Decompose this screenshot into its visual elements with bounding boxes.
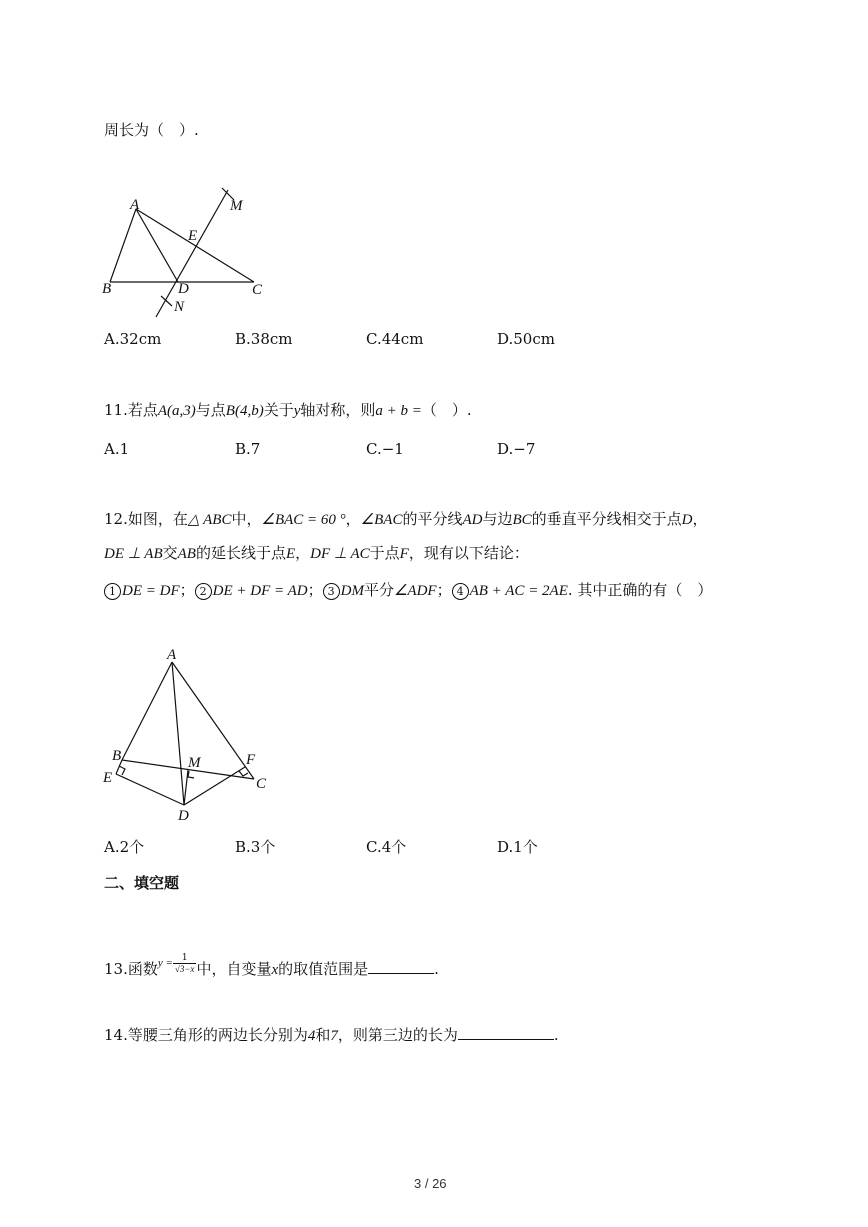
q12-point: D: [681, 512, 693, 528]
q14-answer-blank[interactable]: [458, 1039, 554, 1040]
q13-stem: [104, 953, 439, 980]
q12-right-angle-f: [239, 771, 248, 776]
q12-text: 的延长线于点: [195, 544, 286, 562]
q12-segment: AB: [177, 546, 196, 562]
fraction-denominator: √3−x: [174, 963, 195, 974]
q12-text: 与边: [482, 510, 513, 528]
q10-label-c: C: [252, 282, 263, 298]
fraction-numerator: 1: [173, 953, 197, 964]
q10-label-m: M: [230, 198, 243, 214]
q11-point-b: B(4,b): [225, 403, 264, 419]
conclusion-3-angle: ∠ADF: [393, 583, 437, 599]
separator: ；: [179, 581, 195, 599]
q12-option-c: C.4个: [366, 838, 407, 856]
q13-text: 的取值范围是: [278, 960, 369, 978]
q12-triangle: △ ABC: [187, 512, 232, 528]
q12-text: ，: [295, 544, 311, 562]
conclusion-3: DM: [340, 583, 364, 599]
q12-text: 的平分线: [402, 510, 463, 528]
q10-segment-ab: [110, 209, 136, 282]
q11-axis: y: [293, 403, 301, 419]
q12-segment-ad: [172, 662, 184, 805]
q11-option-b: B.7: [235, 440, 261, 458]
q12-label-f: F: [246, 752, 256, 768]
q10-label-e: E: [188, 228, 198, 244]
q12-segment-ab: [122, 662, 172, 760]
conclusion-3-text: 平分: [363, 581, 394, 599]
q12-text: ，: [692, 510, 708, 528]
q14-value: 7: [330, 1028, 338, 1044]
q14-text: ，则第三边的长为: [337, 1026, 458, 1044]
q13-function-lhs: y =: [157, 957, 173, 969]
q10-label-b: B: [102, 281, 112, 297]
q12-segment-ed: [116, 774, 184, 805]
q10-label-d: D: [178, 281, 189, 297]
q10-option-a: A.32cm: [104, 330, 162, 348]
q12-label-e: E: [103, 770, 113, 786]
q10-segment-ac: [136, 209, 254, 282]
q10-figure: [96, 180, 276, 320]
q12-label-c: C: [256, 776, 267, 792]
q13-variable: x: [271, 962, 279, 978]
q12-segment-dm: [184, 770, 188, 805]
q11-number: 11.: [104, 401, 128, 419]
q12-label-d: D: [178, 808, 189, 824]
q12-text: 的垂直平分线相交于点: [531, 510, 682, 528]
conclusion-1-marker: 1: [104, 583, 121, 600]
q11-text: 与点: [195, 401, 226, 419]
q12-option-d: D.1个: [497, 838, 538, 856]
q12-relation: DF ⊥ AC: [310, 546, 370, 562]
q12-option-b: B.3个: [235, 838, 276, 856]
q12-stem-line1: [104, 509, 708, 530]
q13-answer-blank[interactable]: [368, 973, 434, 974]
q12-relation: DE ⊥ AB: [104, 546, 163, 562]
q12-text: ，现有以下结论：: [408, 544, 529, 562]
q10-label-a: A: [130, 197, 140, 213]
q13-text: 13.函数: [104, 960, 158, 978]
q14-text: 14.等腰三角形的两边长分别为: [104, 1026, 308, 1044]
q12-stem-line2: [104, 543, 529, 564]
q12-right-angle-m: [188, 771, 194, 778]
q10-perpendicular-bisector-mn: [156, 190, 228, 317]
q10-label-n: N: [174, 299, 185, 315]
q12-text: 于点: [369, 544, 400, 562]
conclusion-4-marker: 4: [452, 583, 469, 600]
q14-stem: [104, 1025, 559, 1046]
q11-option-a: A.1: [104, 440, 130, 458]
q12-segment-ac: [172, 662, 254, 779]
q12-right-angle-e: [119, 766, 125, 775]
section-title: 二、填空题: [104, 874, 180, 892]
separator: ；: [307, 581, 323, 599]
q11-point-a: A(a,3): [157, 403, 196, 419]
q13-text: 中，自变量: [196, 960, 272, 978]
q10-stem-tail: 周长为（ ）.: [104, 121, 199, 139]
q14-value: 4: [307, 1028, 316, 1044]
separator: ；: [436, 581, 452, 599]
q11-text: （ ）.: [421, 401, 472, 419]
page-number: 3 / 26: [414, 1176, 447, 1191]
q12-point: F: [399, 546, 409, 562]
q10-option-c: C.44cm: [366, 330, 424, 348]
q12-text: 中，: [231, 510, 262, 528]
q12-text: 12.如图，在: [104, 510, 188, 528]
conclusion-3-marker: 3: [323, 583, 340, 600]
conclusion-4: AB + AC = 2AE: [469, 583, 568, 599]
q14-text: .: [553, 1026, 559, 1044]
q12-segment: AD: [462, 512, 483, 528]
q12-angle: ∠BAC = 60 °: [261, 512, 346, 528]
q12-point: E: [285, 546, 296, 562]
q11-stem: [104, 400, 472, 421]
q11-expression: a + b =: [375, 403, 422, 419]
q13-text: .: [434, 960, 439, 978]
q12-segment: BC: [512, 512, 532, 528]
conclusion-2: DE + DF = AD: [212, 583, 308, 599]
q12-figure: [100, 642, 280, 827]
q12-text: 交: [162, 544, 178, 562]
conclusion-1: DE = DF: [122, 583, 180, 599]
q11-text: 若点: [127, 401, 158, 419]
q12-option-a: A.2个: [104, 838, 145, 856]
q12-question-tail: . 其中正确的有（ ）: [567, 581, 713, 599]
q11-option-c: C.−1: [366, 440, 404, 458]
q11-option-d: D.−7: [497, 440, 536, 458]
q10-segment-ad: [136, 209, 178, 282]
q12-segment-df: [184, 767, 245, 805]
q13-fraction: [173, 953, 197, 974]
q12-text: ，: [345, 510, 361, 528]
q11-text: 轴对称，则: [300, 401, 376, 419]
q12-label-b: B: [112, 748, 122, 764]
conclusion-2-marker: 2: [195, 583, 212, 600]
q10-option-b: B.38cm: [235, 330, 293, 348]
q12-label-m: M: [188, 755, 201, 771]
q12-conclusions: [104, 580, 712, 601]
q11-text: 关于: [263, 401, 294, 419]
q12-angle: ∠BAC: [360, 512, 403, 528]
q14-text: 和: [315, 1026, 331, 1044]
q10-option-d: D.50cm: [497, 330, 555, 348]
q12-label-a: A: [167, 647, 177, 663]
